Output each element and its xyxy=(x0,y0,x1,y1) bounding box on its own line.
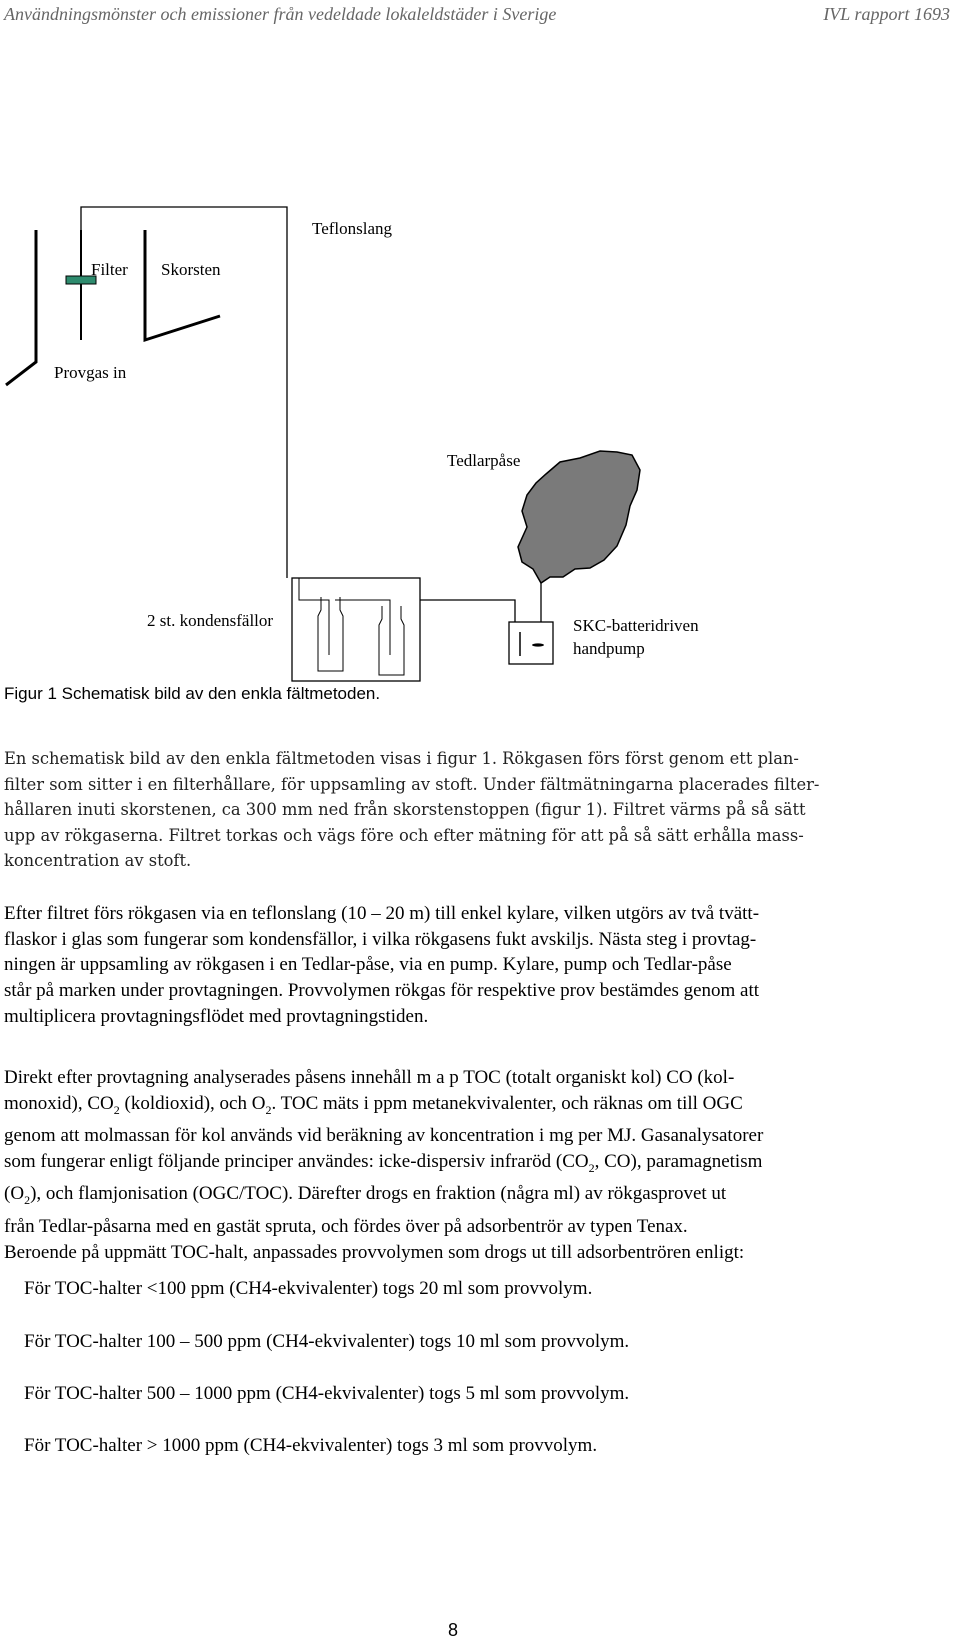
label-skc-line1: SKC-batteridriven xyxy=(573,616,699,635)
paragraph-1-line: hållaren inuti skorstenen, ca 300 mm ned från skorstenstoppen (figur 1). Filtret värms på så sätt xyxy=(4,800,806,819)
label-filter: Filter xyxy=(91,260,128,279)
label-skorsten: Skorsten xyxy=(161,260,221,279)
paragraph-1-line: filter som sitter i en filterhållare, för uppsamling av stoft. Under fältmätningarna placerades filter- xyxy=(4,774,820,794)
tedlar-bag xyxy=(518,451,640,583)
label-kondensfallor: 2 st. kondensfällor xyxy=(147,611,274,630)
chimney-right-wall xyxy=(145,230,220,340)
list-item: För TOC-halter <100 ppm (CH4-ekvivalenter) togs 20 ml som provvolym. xyxy=(24,1278,593,1299)
list-item: För TOC-halter 100 – 500 ppm (CH4-ekvivalenter) togs 10 ml som provvolym. xyxy=(24,1331,630,1352)
page-number: 8 xyxy=(448,1620,459,1640)
chimney-left-wall xyxy=(6,230,36,385)
pump-box xyxy=(509,622,553,664)
paragraph-2 xyxy=(4,901,919,1030)
sampling-diagram xyxy=(0,0,960,700)
header-report-number: IVL rapport 1693 xyxy=(823,4,950,24)
wash-bottle-2 xyxy=(379,606,404,675)
paragraph-3-line: som fungerar enligt följande principer användes: icke-dispersiv infraröd ($CO_2$, CO), paramagnetism xyxy=(4,1150,763,1175)
paragraph-2-line: Efter filtret förs rökgasen via en teflonslang (10 – 20 m) till enkel kylare, vilken utgörs av två tvätt- xyxy=(4,903,760,924)
condensation-traps-box xyxy=(292,578,420,681)
list-item: För TOC-halter > 1000 ppm (CH4-ekvivalenter) togs 3 ml som provvolym. xyxy=(24,1435,598,1456)
paragraph-2-line: multiplicera provtagningsflödet med provtagningstiden. xyxy=(4,1005,429,1027)
paragraph-3-line: Direkt efter provtagning analyserades påsens innehåll m a p TOC (totalt organiskt kol) CO (kol- xyxy=(4,1067,735,1088)
paragraph-1 xyxy=(4,746,919,874)
paragraph-1-line: koncentration av stoft. xyxy=(4,851,192,870)
paragraph-3-line: Beroende på uppmätt TOC-halt, anpassades provvolymen som drogs ut till adsorbentrören enligt: xyxy=(4,1241,745,1263)
paragraph-3-line: $(O_2)$, och flamjonisation (OGC/TOC). Därefter drogs en fraktion (några ml) av rökgasprovet ut xyxy=(4,1183,727,1208)
list-item: För TOC-halter 500 – 1000 ppm (CH4-ekvivalenter) togs 5 ml som provvolym. xyxy=(24,1383,630,1404)
label-provgas-in: Provgas in xyxy=(54,363,127,382)
label-teflonslang: Teflonslang xyxy=(312,219,393,238)
paragraph-2-line: står på marken under provtagningen. Provvolymen rökgas för respektive prov bestämdes genom att xyxy=(4,980,760,1002)
label-tedlarpase: Tedlarpåse xyxy=(447,451,521,470)
paragraph-3-line: från Tedlar-påsarna med en gastät spruta, och fördes över på adsorbentrör av typen Tenax. xyxy=(4,1215,688,1237)
pump-hose xyxy=(420,600,515,622)
wash-bottle-1 xyxy=(318,597,343,671)
label-skc-line2: handpump xyxy=(573,639,645,658)
paragraph-3-line: genom att molmassan för kol används vid beräkning av koncentration i mg per MJ. Gasanalysatorer xyxy=(4,1125,764,1147)
figure-caption: Figur 1 Schematisk bild av den enkla fältmetoden. xyxy=(4,684,381,703)
paragraph-3 xyxy=(4,1065,919,1265)
pump-switch xyxy=(532,643,544,646)
paragraph-3-line: monoxid), $CO_2$ (koldioxid), och $O_2$. TOC mäts i ppm metanekvivalenter, och räknas om till OGC xyxy=(4,1092,743,1117)
paragraph-1-line: En schematisk bild av den enkla fältmetoden visas i figur 1. Rökgasen förs först genom ett plan- xyxy=(4,749,799,768)
paragraph-2-line: flaskor i glas som fungerar som kondensfällor, i vilka rökgasens fukt avskiljs. Nästa steg i provtag- xyxy=(4,928,757,950)
paragraph-1-line: upp av rökgaserna. Filtret torkas och vägs före och efter mätning för att på så sätt erhålla mass- xyxy=(4,825,804,845)
paragraph-2-line: ningen är uppsamling av rökgasen i en Tedlar-påse, via en pump. Kylare, pump och Tedlar-påse xyxy=(4,954,732,976)
header-title: Användningsmönster och emissioner från vedeldade lokaleldstäder i Sverige xyxy=(4,4,557,24)
trap-tube-1 xyxy=(299,578,329,655)
